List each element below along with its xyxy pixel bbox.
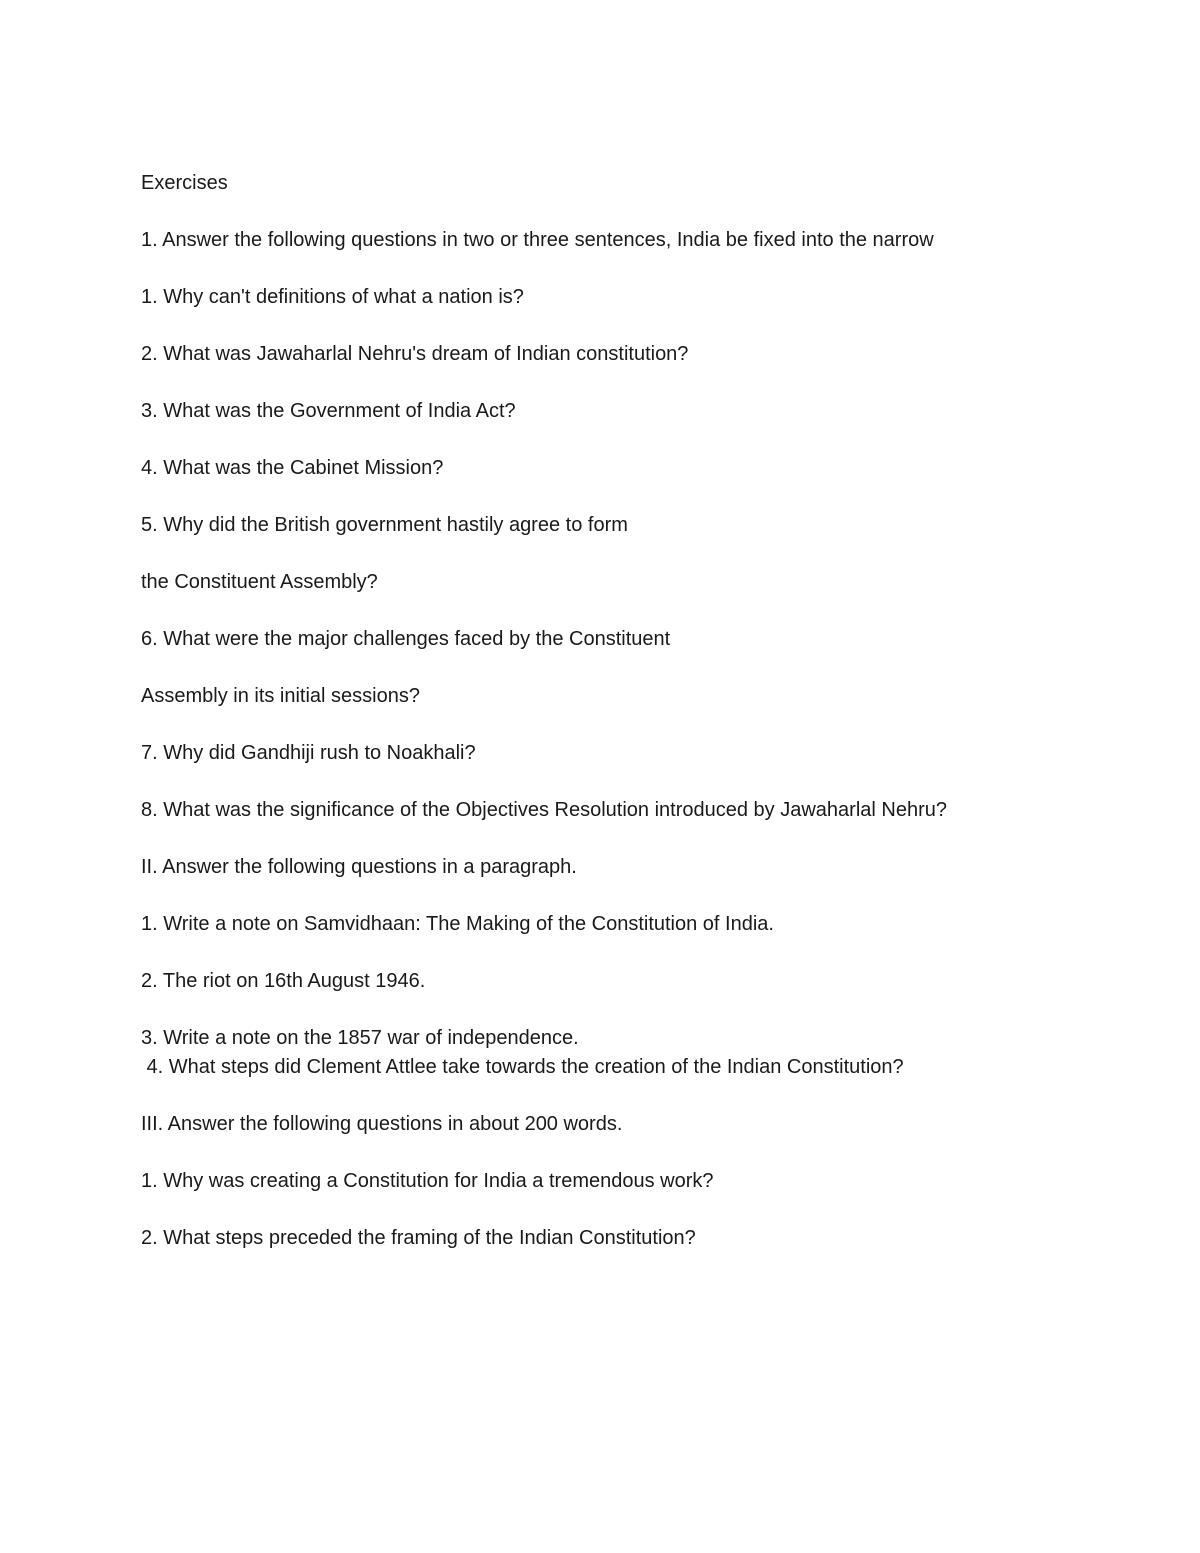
section-3-heading: III. Answer the following questions in about 200 words.: [141, 1113, 623, 1135]
section-1-question: 6. What were the major challenges faced by the Constituent: [141, 628, 671, 650]
document-title: Exercises: [141, 172, 228, 194]
section-2-heading: II. Answer the following questions in a paragraph.: [141, 856, 577, 878]
section-1-question-continuation: the Constituent Assembly?: [141, 571, 378, 593]
section-1-heading: 1. Answer the following questions in two or three sentences, India be fixed into the narrow: [141, 229, 934, 251]
section-1-question: 7. Why did Gandhiji rush to Noakhali?: [141, 742, 476, 764]
section-2-question: 2. The riot on 16th August 1946.: [141, 970, 426, 992]
section-3-question: 2. What steps preceded the framing of the Indian Constitution?: [141, 1227, 696, 1249]
section-2-question: 4. What steps did Clement Attlee take towards the creation of the Indian Constitution?: [141, 1056, 904, 1078]
section-2-question: 3. Write a note on the 1857 war of independence.: [141, 1027, 579, 1049]
section-3-question: 1. Why was creating a Constitution for India a tremendous work?: [141, 1170, 714, 1192]
section-1-question: 5. Why did the British government hastily agree to form: [141, 514, 628, 536]
section-1-question: 3. What was the Government of India Act?: [141, 400, 516, 422]
section-1-question: 4. What was the Cabinet Mission?: [141, 457, 444, 479]
section-1-question: 2. What was Jawaharlal Nehru's dream of Indian constitution?: [141, 343, 689, 365]
section-1-question-continuation: Assembly in its initial sessions?: [141, 685, 420, 707]
section-1-question: 8. What was the significance of the Objectives Resolution introduced by Jawaharlal Nehru?: [141, 799, 947, 821]
section-2-question: 1. Write a note on Samvidhaan: The Making of the Constitution of India.: [141, 913, 774, 935]
section-1-question: 1. Why can't definitions of what a nation is?: [141, 286, 524, 308]
